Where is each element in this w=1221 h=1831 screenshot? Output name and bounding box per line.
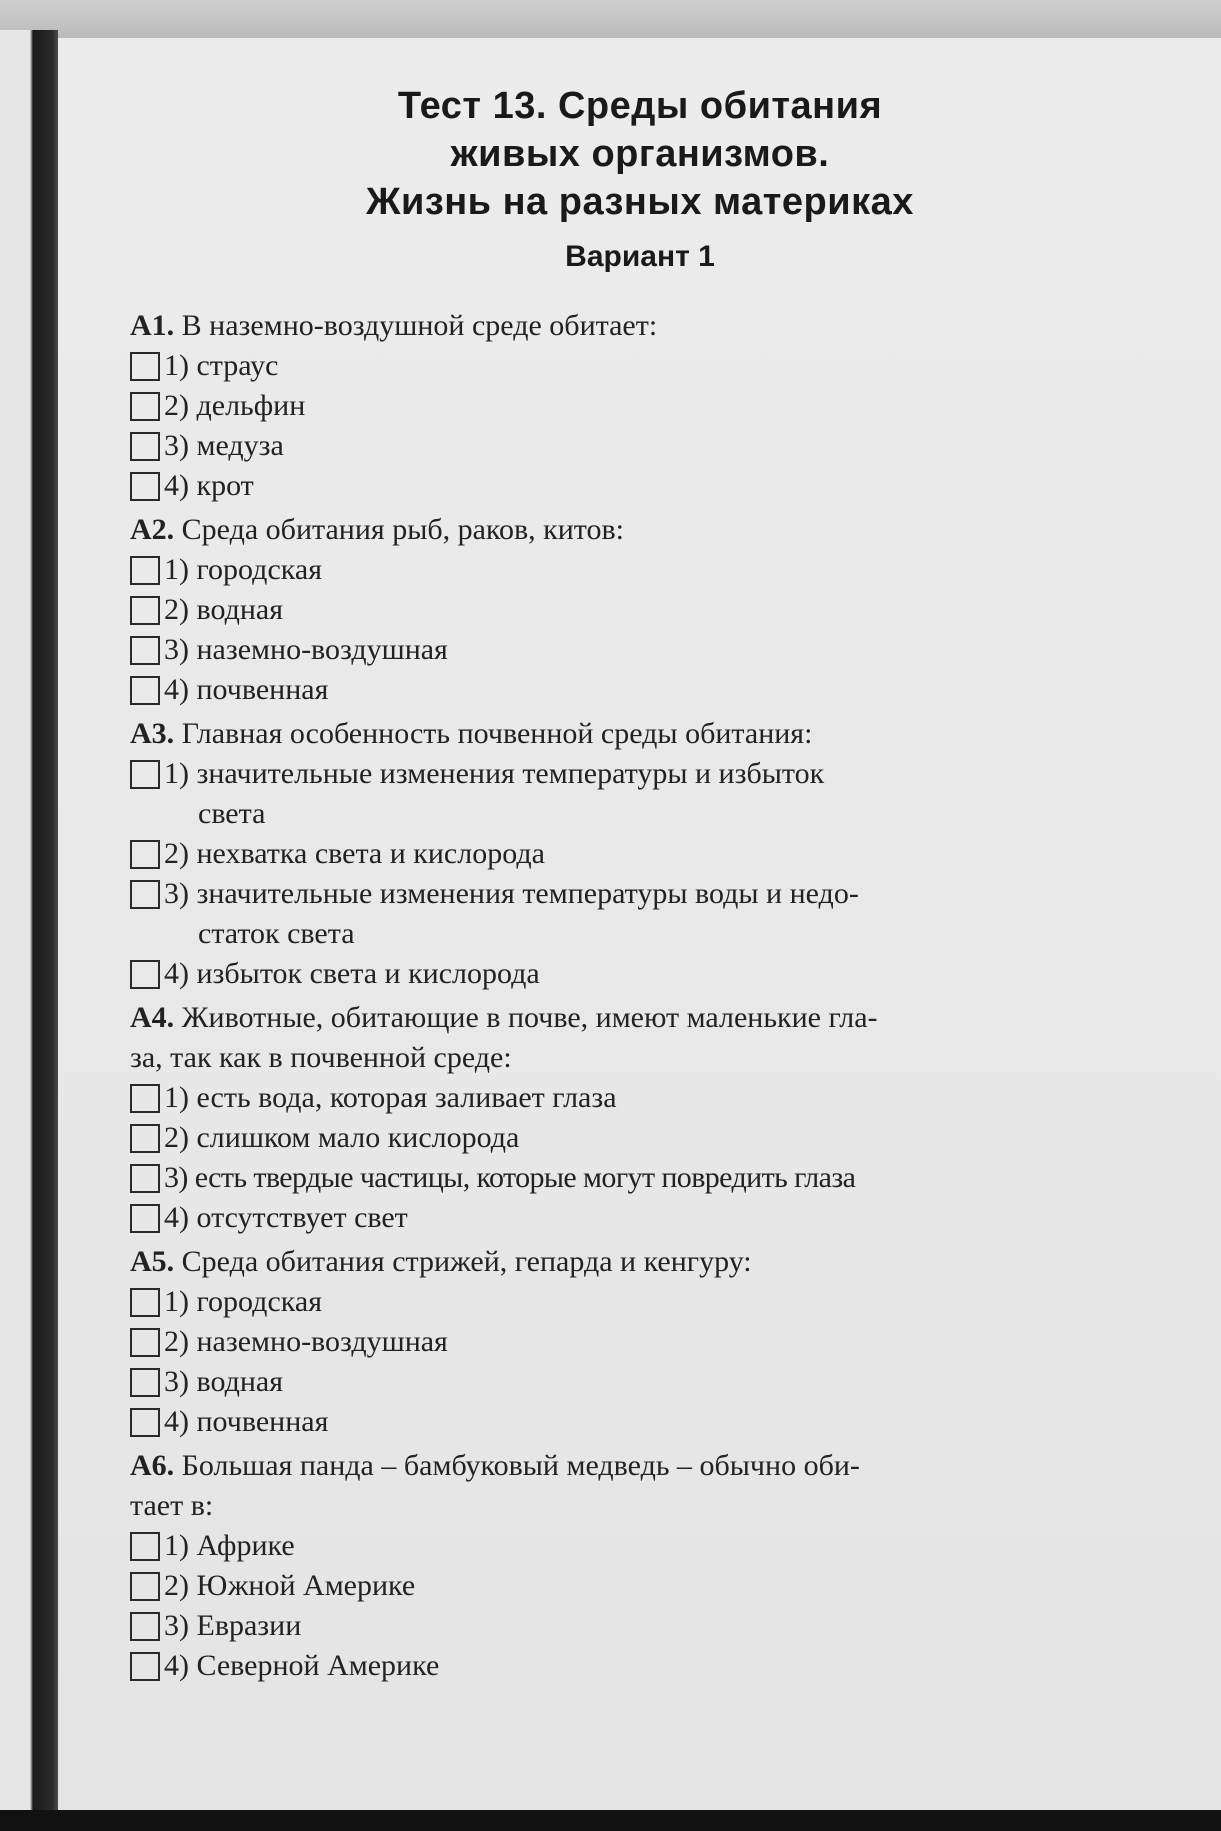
photo-background-bottom [0, 1810, 1221, 1831]
option-label: 4) почвенная [164, 673, 329, 706]
question-text [130, 998, 1120, 1038]
answer-option[interactable] [130, 754, 1120, 834]
answer-option[interactable] [130, 1078, 1120, 1118]
option-label-continued: статок света [198, 917, 355, 950]
answer-option[interactable] [130, 590, 1120, 630]
question-text-continued: за, так как в почвенной среде: [130, 1041, 512, 1074]
answer-option[interactable] [130, 1198, 1120, 1238]
answer-option[interactable] [130, 630, 1120, 670]
question-number: А2. [130, 513, 175, 546]
answer-option[interactable] [130, 1118, 1120, 1158]
answer-option[interactable] [130, 346, 1120, 386]
answer-option[interactable] [130, 1402, 1120, 1442]
title-line-1: Тест 13. Среды обитания [397, 85, 883, 127]
option-label: 1) страус [164, 349, 279, 382]
question-text-continued: тает в: [130, 1489, 214, 1522]
option-label: 3) медуза [164, 429, 284, 462]
answer-option[interactable] [130, 670, 1120, 710]
option-label: 2) дельфин [164, 389, 306, 422]
question-a1 [130, 306, 1120, 506]
answer-checkbox[interactable] [130, 1652, 160, 1681]
question-a4 [130, 998, 1120, 1238]
question-a3 [130, 714, 1120, 994]
answer-option[interactable] [130, 954, 1120, 994]
answer-checkbox[interactable] [130, 1532, 160, 1561]
answer-checkbox[interactable] [130, 1328, 160, 1357]
answer-option[interactable] [130, 386, 1120, 426]
answer-checkbox[interactable] [130, 1612, 160, 1641]
question-number: А6. [130, 1449, 175, 1482]
option-label: 3) Евразии [164, 1609, 302, 1642]
question-text [130, 1242, 1120, 1282]
option-label: 1) городская [164, 553, 322, 586]
question-prompt: Большая панда – бамбуковый медведь – обычно оби- [181, 1449, 860, 1482]
option-label: 4) избыток света и кислорода [164, 957, 540, 990]
question-number: А3. [130, 717, 175, 750]
question-number: А5. [130, 1245, 175, 1278]
title-line-3: Жизнь на разных материках [366, 181, 914, 223]
answer-option[interactable] [130, 1646, 1120, 1686]
answer-checkbox[interactable] [130, 1124, 160, 1153]
test-title [200, 82, 1080, 226]
variant-heading: Вариант 1 [565, 240, 715, 273]
title-line-2: живых организмов. [450, 133, 830, 175]
answer-checkbox[interactable] [130, 392, 160, 421]
answer-option[interactable] [130, 1282, 1120, 1322]
question-prompt: Среда обитания рыб, раков, китов: [181, 513, 624, 546]
option-label: 1) значительные изменения температуры и избыток [164, 757, 825, 790]
question-number: А1. [130, 309, 175, 342]
answer-checkbox[interactable] [130, 556, 160, 585]
option-label: 2) водная [164, 593, 284, 626]
answer-checkbox[interactable] [130, 636, 160, 665]
answer-option[interactable] [130, 466, 1120, 506]
question-prompt: В наземно-воздушной среде обитает: [181, 309, 658, 342]
answer-option[interactable] [130, 1362, 1120, 1402]
option-label: 3) водная [164, 1365, 284, 1398]
option-label: 3) наземно-воздушная [164, 633, 448, 666]
option-label: 2) слишком мало кислорода [164, 1121, 520, 1154]
answer-checkbox[interactable] [130, 1084, 160, 1113]
option-label: 3) значительные изменения температуры воды и недо- [164, 877, 859, 910]
answer-option[interactable] [130, 550, 1120, 590]
option-label: 2) Южной Америке [164, 1569, 416, 1602]
answer-option[interactable] [130, 874, 1120, 954]
option-label: 4) крот [164, 469, 254, 502]
question-text [130, 1446, 1120, 1486]
answer-option[interactable] [130, 1158, 1120, 1198]
answer-checkbox[interactable] [130, 1204, 160, 1233]
option-label: 2) наземно-воздушная [164, 1325, 448, 1358]
option-label: 4) почвенная [164, 1405, 329, 1438]
answer-option[interactable] [130, 1322, 1120, 1362]
option-label: 1) городская [164, 1285, 322, 1318]
answer-checkbox[interactable] [130, 432, 160, 461]
question-a5 [130, 1242, 1120, 1442]
option-label: 1) Африке [164, 1529, 295, 1562]
answer-checkbox[interactable] [130, 596, 160, 625]
answer-checkbox[interactable] [130, 960, 160, 989]
answer-option[interactable] [130, 834, 1120, 874]
option-label: 3) есть твердые частицы, которые могут повредить глаза [164, 1161, 856, 1194]
question-text [130, 714, 1120, 754]
answer-checkbox[interactable] [130, 352, 160, 381]
answer-option[interactable] [130, 426, 1120, 466]
question-prompt: Главная особенность почвенной среды обитания: [181, 717, 813, 750]
answer-checkbox[interactable] [130, 1288, 160, 1317]
question-prompt: Животные, обитающие в почве, имеют маленькие гла- [181, 1001, 878, 1034]
answer-option[interactable] [130, 1526, 1120, 1566]
option-label: 4) отсутствует свет [164, 1201, 408, 1234]
answer-checkbox[interactable] [130, 760, 160, 789]
option-label: 1) есть вода, которая заливает глаза [164, 1081, 617, 1114]
answer-option[interactable] [130, 1606, 1120, 1646]
answer-checkbox[interactable] [130, 1368, 160, 1397]
answer-checkbox[interactable] [130, 1164, 160, 1193]
option-label-continued: света [198, 797, 266, 830]
answer-checkbox[interactable] [130, 880, 160, 909]
question-prompt: Среда обитания стрижей, гепарда и кенгуру: [181, 1245, 752, 1278]
questions-list [130, 306, 1120, 1686]
question-text [130, 306, 1120, 346]
answer-checkbox[interactable] [130, 676, 160, 705]
photo-background-top [0, 0, 1221, 40]
option-label: 4) Северной Америке [164, 1649, 440, 1682]
answer-option[interactable] [130, 1566, 1120, 1606]
answer-checkbox[interactable] [130, 1408, 160, 1437]
page-binding-edge [0, 30, 58, 1831]
question-a6 [130, 1446, 1120, 1686]
question-number: А4. [130, 1001, 175, 1034]
option-label: 2) нехватка света и кислорода [164, 837, 545, 870]
answer-checkbox[interactable] [130, 472, 160, 501]
question-text [130, 510, 1120, 550]
answer-checkbox[interactable] [130, 840, 160, 869]
answer-checkbox[interactable] [130, 1572, 160, 1601]
question-a2 [130, 510, 1120, 710]
